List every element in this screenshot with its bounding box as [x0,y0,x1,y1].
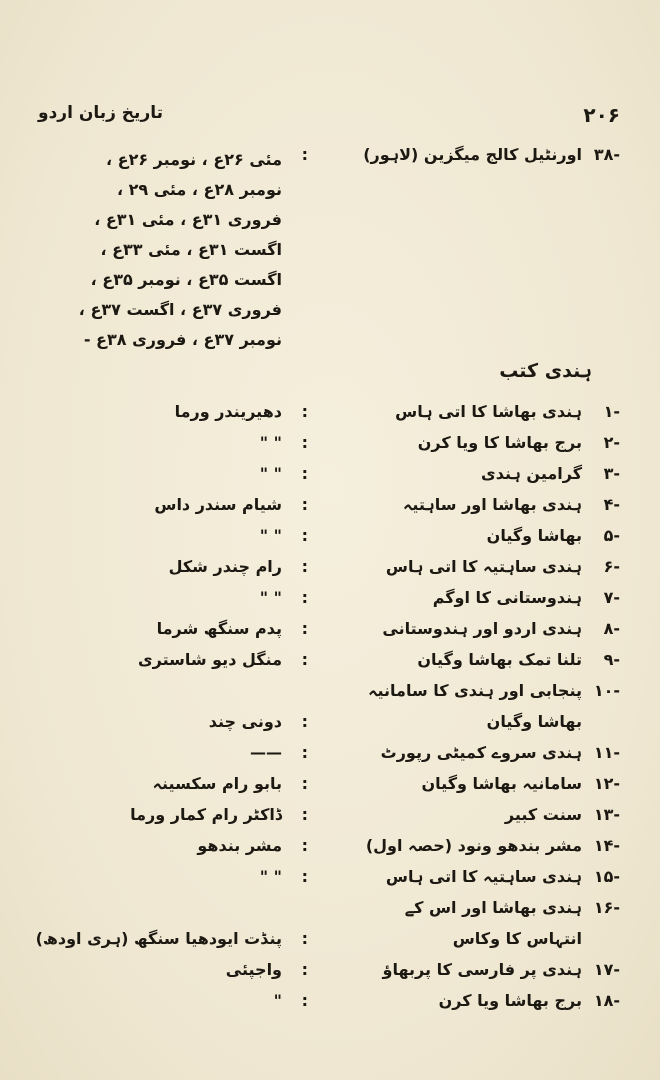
book-title: ہندی پر فارسی کا پربھاؤ [382,960,582,979]
book-number: -۱۷ [593,960,620,979]
row-colon: : [301,495,308,514]
book-title: گرامین ہندی [481,464,582,483]
book-title: سامانیہ بھاشا وگیان [421,774,582,793]
entry-title: اورنٹیل کالج میگزین (لاہور) [363,145,582,164]
issue-dates-line: فروری ۳۱ع ، مئی ۳۱ع ، [94,210,282,229]
book-title: پنجابی اور ہندی کا سامانیہ [368,681,582,700]
book-row [20,707,620,737]
issue-dates-line: فروری ۳۷ع ، اگست ۳۷ع ، [78,300,282,319]
book-row [20,862,620,892]
row-colon: : [301,743,308,762]
book-title: سنت کبیر [504,805,582,824]
book-number: -۱۵ [593,867,620,886]
book-author: " " [259,526,282,545]
book-author: " " [259,433,282,452]
entry-38 [20,145,620,355]
book-title: بھاشا وگیان [486,712,582,731]
book-title: ہندی بھاشا کا اتی ہاس [395,402,582,421]
issue-dates [79,145,282,355]
book-author: پنڈت ایودھیا سنگھ (ہری اودھ) [35,929,282,948]
book-author: بابو رام سکسینہ [152,774,282,793]
book-number: -۴ [603,495,620,514]
book-row [20,986,620,1016]
issue-dates-line: نومبر ۳۷ع ، فروری ۳۸ع - [83,330,282,349]
book-title: ہندوستانی کا اوگم [432,588,582,607]
book-title: تلنا تمک بھاشا وگیان [417,650,582,669]
book-row [20,614,620,644]
book-author: " " [259,464,282,483]
book-title: ہندی اردو اور ہندوستانی [382,619,582,638]
book-author: واجپئی [225,960,282,979]
book-number: -۱۰ [593,681,620,700]
book-row [20,676,620,706]
book-author: دونی چند [208,712,282,731]
book-number: -۳ [603,464,620,483]
book-title: ہندی سروے کمیٹی رپورٹ [380,743,582,762]
row-colon: : [301,805,308,824]
row-colon: : [301,650,308,669]
row-colon: : [301,991,308,1010]
book-title: برج بھاشا ویا کرن [438,991,582,1010]
book-number: -۱۶ [593,898,620,917]
row-colon: : [301,867,308,886]
book-author: —— [250,743,282,762]
book-author: مشر بندھو [197,836,282,855]
book-author: دھیریندر ورما [174,402,282,421]
book-row [20,955,620,985]
book-title: ہندی بھاشا اور اس کے [404,898,582,917]
book-row [20,831,620,861]
row-colon: : [301,960,308,979]
book-title: مشر بندھو ونود (حصہ اول) [365,836,582,855]
book-number: -۱۲ [593,774,620,793]
book-title: انتہاس کا وکاس [452,929,582,948]
book-number: -۱۸ [593,991,620,1010]
row-colon: : [301,526,308,545]
book-row [20,769,620,799]
book-row [20,490,620,520]
book-number: -۸ [603,619,620,638]
row-colon: : [301,929,308,948]
book-author: منگل دیو شاستری [137,650,282,669]
book-number: -۱۴ [593,836,620,855]
issue-dates-line: اگست ۳۵ع ، نومبر ۳۵ع ، [90,270,282,289]
book-row [20,893,620,923]
row-colon: : [301,619,308,638]
book-number: -۲ [603,433,620,452]
row-colon: : [301,402,308,421]
book-title: بھاشا وگیان [486,526,582,545]
book-row [20,397,620,427]
issue-dates-line: نومبر ۲۸ع ، مئی ۲۹ ، [116,180,282,199]
book-author: " " [259,867,282,886]
row-colon: : [301,712,308,731]
book-author: ڈاکٹر رام کمار ورما [130,805,282,824]
entry-colon: : [301,145,308,164]
section-heading: ہندی کتب [499,360,592,382]
issue-dates-line: مئی ۲۶ع ، نومبر ۲۶ع ، [106,150,282,169]
row-colon: : [301,464,308,483]
book-number: -۱ [603,402,620,421]
book-row [20,521,620,551]
book-title: ہندی بھاشا اور ساہتیہ [402,495,582,514]
book-row [20,738,620,768]
book-number: -۶ [603,557,620,576]
row-colon: : [301,588,308,607]
book-author: " [273,991,282,1010]
page-number: ۲۰۶ [583,103,620,127]
issue-dates-line: اگست ۳۱ع ، مئی ۳۳ع ، [100,240,282,259]
row-colon: : [301,557,308,576]
book-title: برج بھاشا کا ویا کرن [417,433,582,452]
book-author: پدم سنگھ شرما [156,619,282,638]
book-title: ہندی ساہتیہ کا اتی ہاس [385,867,582,886]
book-row [20,583,620,613]
book-row [20,552,620,582]
running-head-title: تاریخ زبان اردو [38,103,163,123]
book-author: " " [259,588,282,607]
row-colon: : [301,433,308,452]
book-row [20,428,620,458]
book-number: -۷ [603,588,620,607]
book-author: شیام سندر داس [154,495,282,514]
book-row [20,924,620,954]
book-number: -۵ [603,526,620,545]
book-number: -۹ [603,650,620,669]
book-row [20,459,620,489]
book-row [20,645,620,675]
book-author: رام چندر شکل [168,557,282,576]
book-title: ہندی ساہتیہ کا اتی ہاس [385,557,582,576]
book-number: -۱۱ [593,743,620,762]
entry-number: -۳۸ [593,145,620,164]
book-row [20,800,620,830]
row-colon: : [301,774,308,793]
book-number: -۱۳ [593,805,620,824]
row-colon: : [301,836,308,855]
